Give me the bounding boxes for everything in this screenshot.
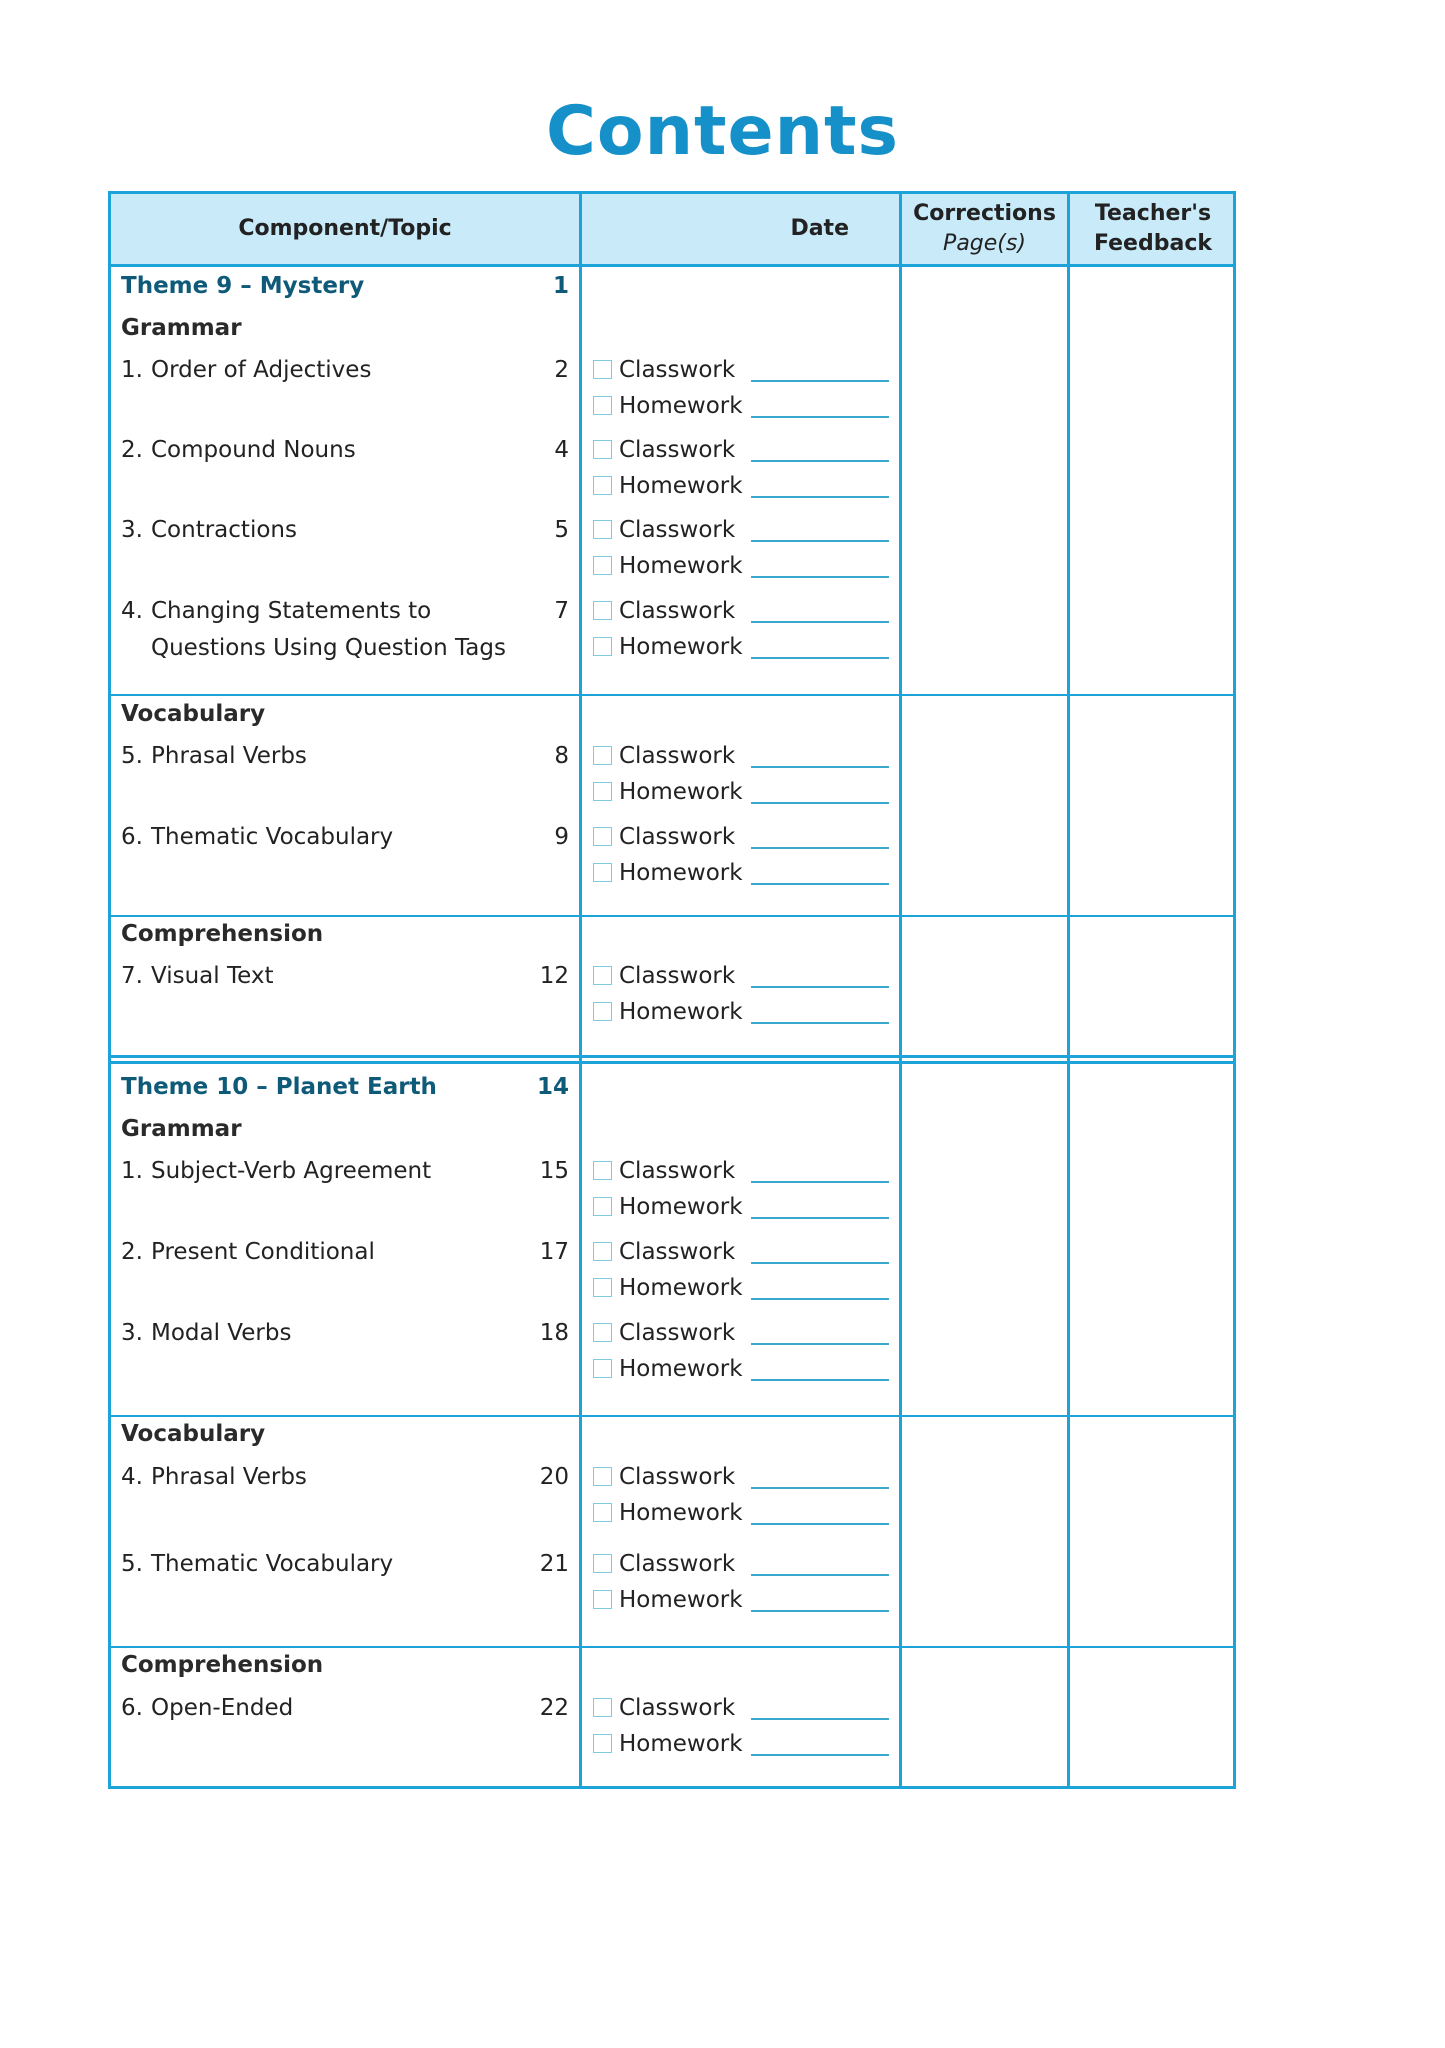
homework-checkbox[interactable] (593, 1278, 612, 1297)
homework-date-field[interactable] (751, 883, 889, 885)
column-divider (899, 194, 902, 1786)
homework-label: Homework (619, 1275, 743, 1301)
homework-checkbox[interactable] (593, 782, 612, 801)
topic-number: 7. (121, 963, 143, 989)
classwork-label: Classwork (619, 437, 736, 463)
header-date (582, 194, 899, 264)
classwork-checkbox[interactable] (593, 1554, 612, 1573)
homework-label: Homework (619, 634, 743, 660)
classwork-label: Classwork (619, 1320, 736, 1346)
topic-number: 6. (121, 824, 143, 850)
classwork-checkbox[interactable] (593, 1323, 612, 1342)
classwork-label: Classwork (619, 1239, 736, 1265)
homework-date-field[interactable] (751, 1523, 889, 1525)
topic-page-number: 7 (554, 598, 569, 624)
topic-page-number: 15 (539, 1158, 569, 1184)
classwork-checkbox[interactable] (593, 746, 612, 765)
header-feedback (1070, 194, 1236, 264)
classwork-date-field[interactable] (751, 1262, 889, 1264)
topic-page-number: 5 (554, 517, 569, 543)
header-topic-label: Component/Topic (238, 216, 452, 241)
header-feedback-label-1: Teacher's (1094, 201, 1212, 226)
topic-label: Order of Adjectives (151, 357, 372, 383)
classwork-checkbox[interactable] (593, 1698, 612, 1717)
classwork-date-field[interactable] (751, 460, 889, 462)
homework-label: Homework (619, 553, 743, 579)
classwork-date-field[interactable] (751, 766, 889, 768)
classwork-checkbox[interactable] (593, 1242, 612, 1261)
theme-divider (111, 1055, 1233, 1058)
topic-page-number: 2 (554, 357, 569, 383)
topic-number: 5. (121, 1551, 143, 1577)
topic-number: 1. (121, 1158, 143, 1184)
classwork-date-field[interactable] (751, 540, 889, 542)
homework-checkbox[interactable] (593, 1590, 612, 1609)
classwork-checkbox[interactable] (593, 966, 612, 985)
classwork-label: Classwork (619, 517, 736, 543)
topic-label-line2: Questions Using Question Tags (151, 635, 506, 661)
homework-label: Homework (619, 779, 743, 805)
homework-label: Homework (619, 473, 743, 499)
topic-page-number: 9 (554, 824, 569, 850)
classwork-label: Classwork (619, 1551, 736, 1577)
section-divider (111, 1646, 1233, 1648)
homework-checkbox[interactable] (593, 1734, 612, 1753)
topic-page-number: 17 (539, 1239, 569, 1265)
theme-page-number: 1 (552, 273, 569, 299)
topic-label: Thematic Vocabulary (151, 1551, 394, 1577)
classwork-label: Classwork (619, 963, 736, 989)
column-divider (579, 194, 582, 1786)
homework-date-field[interactable] (751, 1379, 889, 1381)
topic-page-number: 4 (554, 437, 569, 463)
homework-checkbox[interactable] (593, 1197, 612, 1216)
header-corrections-sublabel: Page(s) (943, 231, 1026, 256)
header-topic (111, 194, 579, 264)
topic-page-number: 22 (539, 1695, 569, 1721)
classwork-label: Classwork (619, 1158, 736, 1184)
classwork-date-field[interactable] (751, 621, 889, 623)
theme-page-number: 14 (536, 1074, 569, 1100)
theme-divider (111, 1061, 1233, 1064)
section-heading: Comprehension (121, 921, 324, 947)
topic-page-number: 20 (539, 1464, 569, 1490)
homework-checkbox[interactable] (593, 1002, 612, 1021)
classwork-label: Classwork (619, 1464, 736, 1490)
topic-label: Present Conditional (151, 1239, 375, 1265)
homework-label: Homework (619, 999, 743, 1025)
header-corrections-label: Corrections (913, 201, 1056, 226)
classwork-checkbox[interactable] (593, 1161, 612, 1180)
classwork-date-field[interactable] (751, 1574, 889, 1576)
classwork-date-field[interactable] (751, 380, 889, 382)
section-divider (111, 1415, 1233, 1417)
classwork-date-field[interactable] (751, 1343, 889, 1345)
topic-label: Contractions (151, 517, 297, 543)
classwork-checkbox[interactable] (593, 440, 612, 459)
homework-label: Homework (619, 1587, 743, 1613)
homework-checkbox[interactable] (593, 556, 612, 575)
homework-checkbox[interactable] (593, 863, 612, 882)
classwork-label: Classwork (619, 1695, 736, 1721)
topic-number: 3. (121, 517, 143, 543)
homework-checkbox[interactable] (593, 1359, 612, 1378)
header-date-label: Date (790, 216, 849, 241)
topic-label: Phrasal Verbs (151, 1464, 307, 1490)
classwork-checkbox[interactable] (593, 360, 612, 379)
theme-title: Theme 9 – Mystery (121, 273, 365, 299)
homework-label: Homework (619, 1731, 743, 1757)
homework-checkbox[interactable] (593, 396, 612, 415)
classwork-label: Classwork (619, 743, 736, 769)
classwork-checkbox[interactable] (593, 1467, 612, 1486)
homework-date-field[interactable] (751, 1217, 889, 1219)
topic-number: 6. (121, 1695, 143, 1721)
classwork-label: Classwork (619, 824, 736, 850)
topic-page-number: 18 (539, 1320, 569, 1346)
column-divider (1067, 194, 1070, 1786)
section-divider (111, 694, 1233, 696)
header-feedback-label-2: Feedback (1094, 231, 1212, 256)
theme-title: Theme 10 – Planet Earth (121, 1074, 437, 1100)
topic-number: 4. (121, 1464, 143, 1490)
section-heading: Grammar (121, 315, 242, 341)
topic-label: Modal Verbs (151, 1320, 292, 1346)
topic-number: 1. (121, 357, 143, 383)
topic-page-number: 12 (539, 963, 569, 989)
topic-page-number: 8 (554, 743, 569, 769)
classwork-date-field[interactable] (751, 1487, 889, 1489)
topic-page-number: 21 (539, 1551, 569, 1577)
topic-number: 3. (121, 1320, 143, 1346)
topic-label: Changing Statements to (151, 598, 432, 624)
homework-checkbox[interactable] (593, 637, 612, 656)
homework-label: Homework (619, 1194, 743, 1220)
classwork-date-field[interactable] (751, 1181, 889, 1183)
topic-label: Subject-Verb Agreement (151, 1158, 432, 1184)
classwork-date-field[interactable] (751, 847, 889, 849)
homework-date-field[interactable] (751, 1022, 889, 1024)
classwork-checkbox[interactable] (593, 520, 612, 539)
classwork-date-field[interactable] (751, 1718, 889, 1720)
topic-number: 2. (121, 437, 143, 463)
homework-checkbox[interactable] (593, 1503, 612, 1522)
section-heading: Comprehension (121, 1652, 324, 1678)
section-heading: Vocabulary (121, 701, 266, 727)
homework-date-field[interactable] (751, 802, 889, 804)
topic-number: 4. (121, 598, 143, 624)
topic-label: Visual Text (151, 963, 274, 989)
homework-label: Homework (619, 860, 743, 886)
homework-checkbox[interactable] (593, 476, 612, 495)
page-title: Contents (545, 92, 900, 171)
homework-label: Homework (619, 393, 743, 419)
topic-label: Thematic Vocabulary (151, 824, 394, 850)
topic-label: Open-Ended (151, 1695, 294, 1721)
section-heading: Vocabulary (121, 1421, 266, 1447)
homework-label: Homework (619, 1356, 743, 1382)
homework-date-field[interactable] (751, 657, 889, 659)
classwork-label: Classwork (619, 598, 736, 624)
homework-date-field[interactable] (751, 1610, 889, 1612)
topic-label: Phrasal Verbs (151, 743, 307, 769)
homework-date-field[interactable] (751, 496, 889, 498)
section-divider (111, 915, 1233, 917)
homework-date-field[interactable] (751, 1754, 889, 1756)
contents-table (108, 191, 1236, 1789)
topic-number: 2. (121, 1239, 143, 1265)
classwork-checkbox[interactable] (593, 601, 612, 620)
header-corrections (902, 194, 1067, 264)
homework-label: Homework (619, 1500, 743, 1526)
classwork-label: Classwork (619, 357, 736, 383)
section-heading: Grammar (121, 1116, 242, 1142)
classwork-checkbox[interactable] (593, 827, 612, 846)
homework-date-field[interactable] (751, 1298, 889, 1300)
homework-date-field[interactable] (751, 576, 889, 578)
topic-label: Compound Nouns (151, 437, 356, 463)
topic-number: 5. (121, 743, 143, 769)
homework-date-field[interactable] (751, 416, 889, 418)
classwork-date-field[interactable] (751, 986, 889, 988)
